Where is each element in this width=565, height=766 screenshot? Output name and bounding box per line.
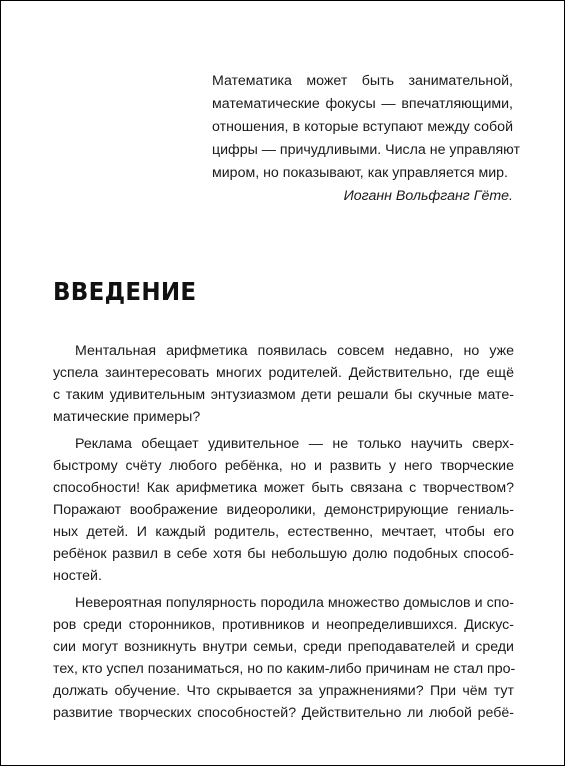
text-line: Реклама обещает удивительное — не только научить сверх- xyxy=(75,436,514,452)
paragraph xyxy=(53,340,514,428)
epigraph-line: отношения, в которые вступают между собой xyxy=(212,119,513,135)
text-line: ностей. xyxy=(53,568,102,584)
epigraph-line: цифры — причудливыми. Числа не управляют xyxy=(212,142,520,158)
section-title: ВВЕДЕНИЕ xyxy=(53,277,197,306)
text-line: Ментальная арифметика появилась совсем недавно, но уже xyxy=(75,343,514,359)
text-line: успела заинтересовать многих родителей. Действительно, где ещё xyxy=(53,365,514,381)
epigraph-line: миром, но показывают, как управляется мир. xyxy=(212,165,508,181)
text-line: должать обучение. Что скрывается за упражнениями? При чём тут xyxy=(53,683,514,699)
epigraph xyxy=(212,70,520,208)
body-text xyxy=(53,340,514,729)
text-line: способности! Как арифметика может быть связана с творчеством? xyxy=(53,480,514,496)
epigraph-line: математические фокусы — впечатляющими, xyxy=(212,96,513,112)
text-line: ребёнок развил в себе хотя бы небольшую долю подобных способ- xyxy=(53,546,514,562)
text-line: быстрому счёту любого ребёнка, но и развить у него творческие xyxy=(53,458,514,474)
paragraph xyxy=(53,592,514,724)
text-line: ров среди сторонников, противников и неопределившихся. Дискус- xyxy=(53,617,514,633)
text-line: тех, кто успел позаниматься, но по каким-либо причинам не стал про- xyxy=(53,661,516,677)
text-line: с таким удивительным энтузиазмом дети решали бы скучные мате- xyxy=(53,387,514,403)
epigraph-line: Математика может быть занимательной, xyxy=(212,73,513,89)
text-line: развитие творческих способностей? Действительно ли любой ребё- xyxy=(53,705,514,721)
text-line: Поражают воображение видеоролики, демонстрирующие гениаль- xyxy=(53,502,514,518)
text-line: матические примеры? xyxy=(53,409,201,425)
text-line: Невероятная популярность породила множество домыслов и спо- xyxy=(75,595,514,611)
epigraph-author: Иоганн Вольфганг Гёте. xyxy=(343,188,513,204)
text-line: ных детей. И каждый родитель, естественно, мечтает, чтобы его xyxy=(53,524,514,540)
text-line: сии могут возникнуть внутри семьи, среди преподавателей и среди xyxy=(53,639,514,655)
paragraph xyxy=(53,433,514,587)
